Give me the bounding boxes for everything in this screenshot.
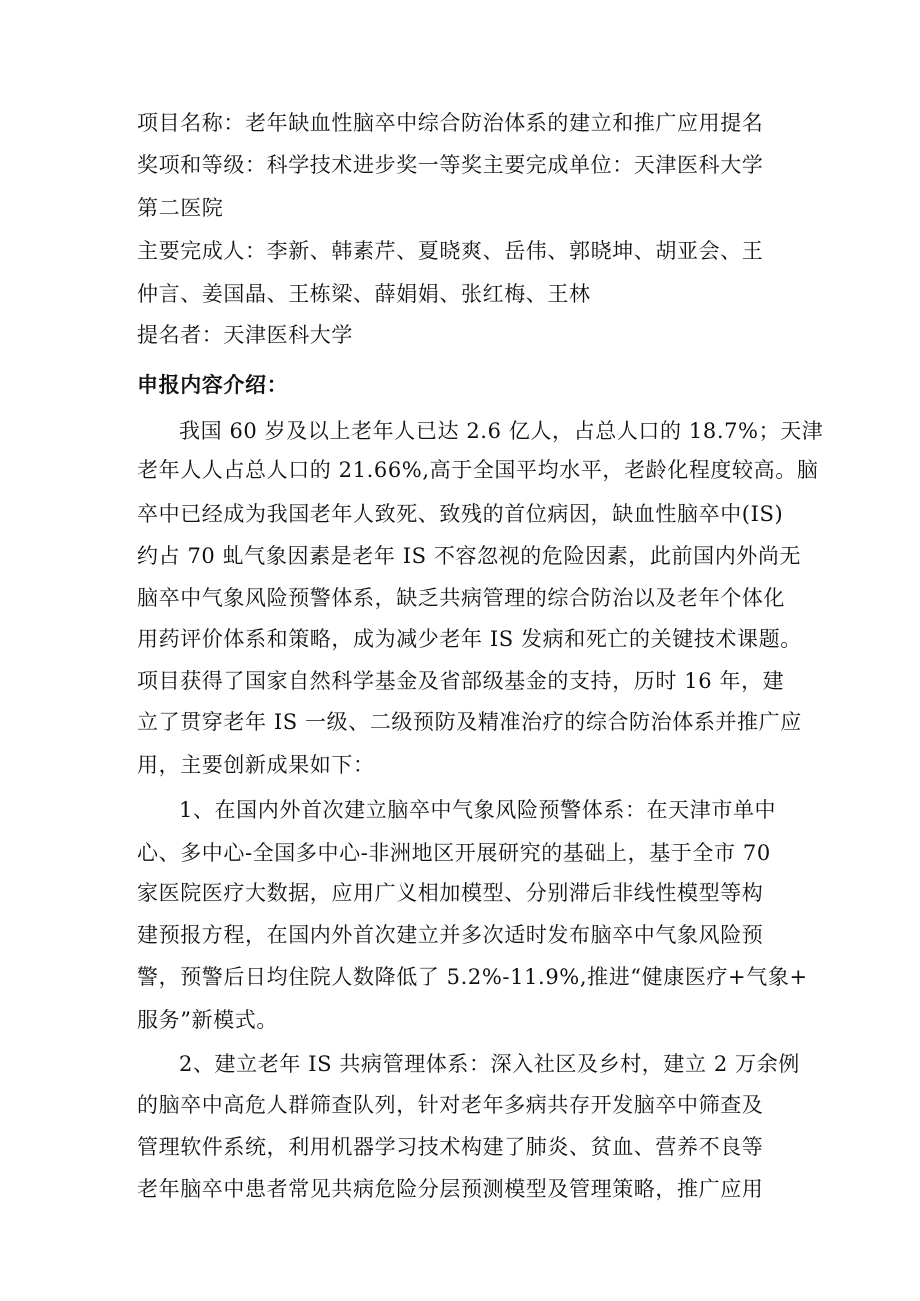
intro-line: 我国 60 岁及以上老年人已达 2.6 亿人，占总人口的 18.7%；天津 [179,419,824,443]
intro-line: 脑卒中气象风险预警体系，缺乏共病管理的综合防治以及老年个体化 [137,586,785,610]
project-line-1: 项目名称：老年缺血性脑卒中综合防治体系的建立和推广应用提名 [137,111,764,135]
item2-line: 的脑卒中高危人群筛查队列，针对老年多病共存开发脑卒中筛查及 [137,1093,764,1117]
item1-line: 1、在国内外首次建立脑卒中气象风险预警体系：在天津市单中 [179,798,777,822]
authors-line-2: 仲言、姜国晶、王栋梁、薛娟娟、张红梅、王林 [137,282,591,306]
authors-line-1: 主要完成人：李新、韩素芹、夏晓爽、岳伟、郭晓坤、胡亚会、王 [137,239,764,263]
nominator-line: 提名者：天津医科大学 [137,323,353,347]
item1-line: 家医院医疗大数据，应用广义相加模型、分别滞后非线性模型等构 [137,881,764,905]
item1-line: 警，预警后日均住院人数降低了 5.2%-11.9%,推进“健康医疗+气象+ [137,965,808,989]
item2-line: 管理软件系统，利用机器学习技术构建了肺炎、贫血、营养不良等 [137,1135,764,1159]
intro-line: 卒中已经成为我国老年人致死、致残的首位病因，缺血性脑卒中(IS) [137,502,784,526]
item1-line: 心、多中心-全国多中心-非洲地区开展研究的基础上，基于全市 70 [137,841,771,865]
section-heading: 申报内容介绍： [137,372,289,397]
project-line-2: 奖项和等级：科学技术进步奖一等奖主要完成单位：天津医科大学 [137,153,764,177]
item1-line: 服务”新模式。 [137,1008,278,1032]
intro-line: 老年人人占总人口的 21.66%,高于全国平均水平，老龄化程度较高。脑 [137,458,819,482]
item2-line: 老年脑卒中患者常见共病危险分层预测模型及管理策略，推广应用 [137,1177,764,1201]
intro-line: 用药评价体系和策略，成为减少老年 IS 发病和死亡的关键技术课题。 [137,627,802,651]
item2-line: 2、建立老年 IS 共病管理体系：深入社区及乡村，建立 2 万余例 [179,1052,800,1076]
intro-line: 约占 70 虬气象因素是老年 IS 不容忽视的危险因素，此前国内外尚无 [137,544,802,568]
intro-line: 用，主要创新成果如下： [137,753,375,777]
intro-line: 立了贯穿老年 IS 一级、二级预防及精准治疗的综合防治体系并推广应 [137,710,802,734]
item1-line: 建预报方程，在国内外首次建立并多次适时发布脑卒中气象风险预 [137,923,764,947]
project-line-3: 第二医院 [137,196,224,220]
intro-line: 项目获得了国家自然科学基金及省部级基金的支持，历时 16 年，建 [137,669,785,693]
